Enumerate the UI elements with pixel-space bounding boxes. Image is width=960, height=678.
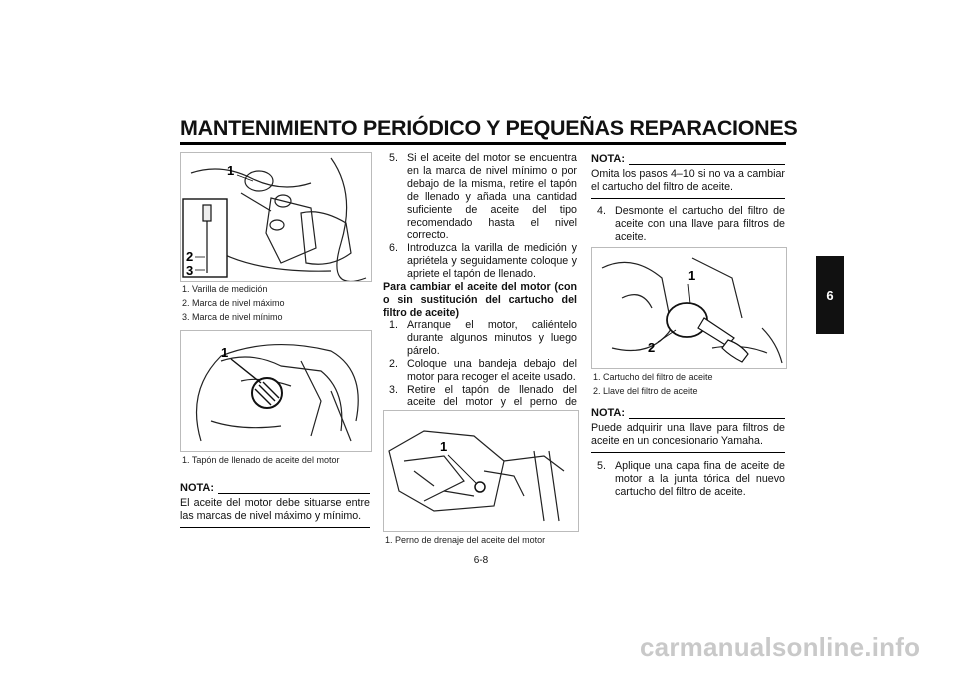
section-subheading: Para cambiar el aceite del motor (con o sin sustitución del cartucho del filtro de aceite) xyxy=(383,281,577,319)
step-5: 5. Aplique una capa fina de aceite de motor a la junta tórica del nuevo cartucho del filtro de aceite. xyxy=(597,460,785,498)
figure2-caption: 1. Tapón de llenado de aceite del motor xyxy=(182,455,340,465)
note-text: Puede adquirir una llave para filtros de aceite en un concesionario Yamaha. xyxy=(591,422,785,447)
callout-1: 1 xyxy=(440,439,448,454)
callout-2: 2 xyxy=(648,340,656,355)
note-box xyxy=(180,482,370,528)
note-box xyxy=(591,407,785,453)
figure-filler-cap xyxy=(180,330,372,452)
step-1: 1. Arranque el motor, caliéntelo durante algunos minutos y luego párelo. xyxy=(389,319,577,357)
callout-1: 1 xyxy=(221,345,229,360)
callout-2: 2 xyxy=(186,249,194,264)
figure3-caption: 1. Perno de drenaje del aceite del motor xyxy=(385,535,546,545)
figure-drain-bolt xyxy=(383,410,579,532)
page-number: 6-8 xyxy=(473,555,489,566)
step-3: 3. Retire el tapón de llenado del aceite del motor y el perno de drenaje para vaciar el aceite del cárter. xyxy=(389,383,577,435)
figure-dipstick xyxy=(180,152,372,282)
step-5: 5. Si el aceite del motor se encuentra en la marca de nivel mínimo o por debajo de la misma, retire el tapón de llenado y añada una cantidad suficiente de aceite del tipo recomendado hasta el nivel correcto. xyxy=(389,152,577,242)
step-2: 2. Coloque una bandeja debajo del motor para recoger el aceite usado. xyxy=(389,357,577,383)
note-label: NOTA: xyxy=(180,482,370,494)
figure-oil-filter xyxy=(591,247,787,369)
note-box xyxy=(591,153,785,199)
note-text: Omita los pasos 4–10 si no va a cambiar el cartucho del filtro de aceite. xyxy=(591,168,785,193)
step-4: 4. Desmonte el cartucho del filtro de aceite con una llave para filtros de aceite. xyxy=(597,205,785,243)
step-4-block xyxy=(591,205,785,244)
callout-1: 1 xyxy=(227,163,235,178)
section-tab[interactable] xyxy=(816,256,844,334)
page-title: MANTENIMIENTO PERIÓDICO Y PEQUEÑAS REPARACIONES xyxy=(180,116,798,140)
figure4-caption: 1. Cartucho del filtro de aceite 2. Llave del filtro de aceite xyxy=(593,372,713,396)
figure1-caption: 1. Varilla de medición 2. Marca de nivel máximo 3. Marca de nivel mínimo xyxy=(182,284,285,322)
step-5-block xyxy=(591,460,785,499)
note-label: NOTA: xyxy=(591,153,785,165)
note-label: NOTA: xyxy=(591,407,785,419)
steps-top xyxy=(383,152,577,281)
note-text: El aceite del motor debe situarse entre las marcas de nivel máximo y mínimo. xyxy=(180,497,370,522)
callout-3: 3 xyxy=(186,263,194,278)
watermark: carmanualsonline.info xyxy=(640,632,921,662)
step-6: 6. Introduzca la varilla de medición y apriétela y seguidamente coloque y apriete el tapón de llenado. xyxy=(389,242,577,281)
callout-1: 1 xyxy=(688,268,696,283)
section-tab-label: 6 xyxy=(826,287,834,303)
title-rule xyxy=(180,142,786,145)
